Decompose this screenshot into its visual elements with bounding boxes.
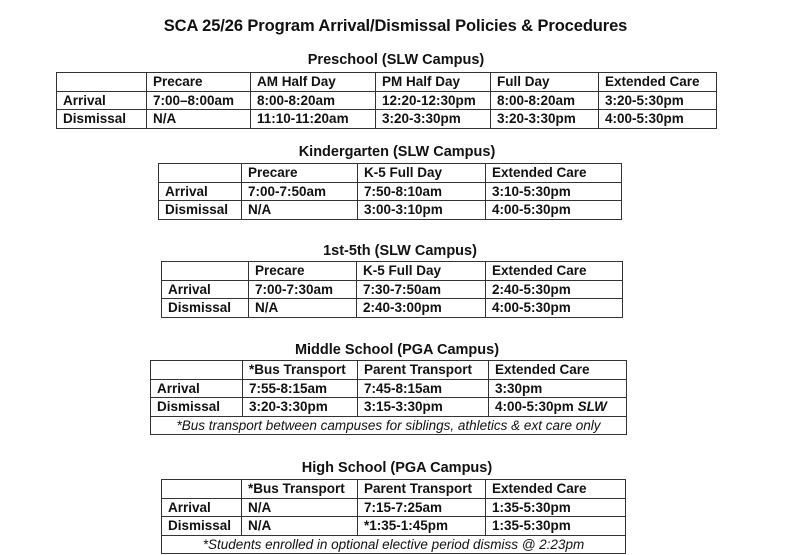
table-row bbox=[162, 299, 623, 318]
header-cell: AM Half Day bbox=[251, 73, 376, 92]
header-cell: PM Half Day bbox=[376, 73, 491, 92]
elementary-table bbox=[161, 261, 623, 318]
header-cell: Precare bbox=[249, 262, 357, 281]
table-header-row bbox=[162, 262, 623, 281]
table-cell: 7:00–8:00am bbox=[147, 91, 251, 110]
table-cell: 7:50-8:10am bbox=[358, 182, 486, 201]
table-cell: 1:35-5:30pm bbox=[486, 498, 626, 517]
table-cell: 3:15-3:30pm bbox=[358, 398, 489, 417]
header-cell: Full Day bbox=[491, 73, 599, 92]
table-cell: 3:30pm bbox=[489, 379, 627, 398]
table-cell bbox=[489, 398, 627, 417]
header-cell: Parent Transport bbox=[358, 361, 489, 380]
row-label: Dismissal bbox=[151, 398, 243, 417]
table-cell: 7:15-7:25am bbox=[358, 498, 486, 517]
header-cell: Precare bbox=[242, 164, 358, 183]
table-cell: 3:20-3:30pm bbox=[491, 110, 599, 129]
header-cell: Extended Care bbox=[599, 73, 717, 92]
table-row bbox=[159, 201, 622, 220]
table-cell: 3:10-5:30pm bbox=[486, 182, 622, 201]
table-row bbox=[162, 498, 626, 517]
table-row bbox=[57, 110, 717, 129]
campus-suffix: SLW bbox=[577, 399, 607, 415]
table-note: *Bus transport between campuses for siblings, athletics & ext care only bbox=[151, 416, 627, 435]
table-header-row bbox=[151, 361, 627, 380]
table-header-row bbox=[162, 480, 626, 499]
row-label: Dismissal bbox=[57, 110, 147, 129]
row-label: Dismissal bbox=[162, 299, 249, 318]
table-row bbox=[151, 398, 627, 417]
table-cell: N/A bbox=[242, 517, 358, 536]
table-cell: N/A bbox=[242, 201, 358, 220]
table-row bbox=[162, 280, 623, 299]
table-cell: N/A bbox=[147, 110, 251, 129]
row-label: Dismissal bbox=[162, 517, 242, 536]
header-cell bbox=[162, 480, 242, 499]
table-cell: 7:45-8:15am bbox=[358, 379, 489, 398]
table-cell: 4:00-5:30pm bbox=[599, 110, 717, 129]
table-cell: 4:00-5:30pm bbox=[486, 299, 623, 318]
table-cell: 7:00-7:50am bbox=[242, 182, 358, 201]
high-school-table bbox=[161, 479, 626, 554]
header-cell bbox=[151, 361, 243, 380]
document-title: SCA 25/26 Program Arrival/Dismissal Policies & Procedures bbox=[163, 17, 628, 35]
table-row bbox=[159, 182, 622, 201]
header-cell: Extended Care bbox=[486, 262, 623, 281]
table-cell: 3:00-3:10pm bbox=[358, 201, 486, 220]
table-note-row bbox=[162, 535, 626, 554]
table-cell: 12:20-12:30pm bbox=[376, 91, 491, 110]
header-cell: *Bus Transport bbox=[243, 361, 358, 380]
table-cell: *1:35-1:45pm bbox=[358, 517, 486, 536]
header-cell: K-5 Full Day bbox=[357, 262, 486, 281]
high-school-heading: High School (PGA Campus) bbox=[301, 460, 493, 476]
table-cell: 3:20-3:30pm bbox=[376, 110, 491, 129]
extended-care-time: 4:00-5:30pm bbox=[495, 399, 574, 415]
table-cell: N/A bbox=[249, 299, 357, 318]
header-cell: Extended Care bbox=[489, 361, 627, 380]
elementary-heading: 1st-5th (SLW Campus) bbox=[323, 243, 477, 259]
header-cell: Parent Transport bbox=[358, 480, 486, 499]
table-header-row bbox=[57, 73, 717, 92]
row-label: Arrival bbox=[151, 379, 243, 398]
row-label: Arrival bbox=[57, 91, 147, 110]
row-label: Arrival bbox=[159, 182, 242, 201]
row-label: Dismissal bbox=[159, 201, 242, 220]
table-cell: 4:00-5:30pm bbox=[486, 201, 622, 220]
table-cell: 7:30-7:50am bbox=[357, 280, 486, 299]
table-cell: 3:20-3:30pm bbox=[243, 398, 358, 417]
table-row bbox=[57, 91, 717, 110]
header-cell: K-5 Full Day bbox=[358, 164, 486, 183]
table-cell: 8:00-8:20am bbox=[491, 91, 599, 110]
header-cell: Extended Care bbox=[486, 480, 626, 499]
table-row bbox=[151, 379, 627, 398]
table-cell: 8:00-8:20am bbox=[251, 91, 376, 110]
header-cell bbox=[159, 164, 242, 183]
table-cell: N/A bbox=[242, 498, 358, 517]
kindergarten-table bbox=[158, 163, 622, 220]
table-cell: 7:00-7:30am bbox=[249, 280, 357, 299]
row-label: Arrival bbox=[162, 498, 242, 517]
header-cell: Precare bbox=[147, 73, 251, 92]
header-cell bbox=[162, 262, 249, 281]
kindergarten-heading: Kindergarten (SLW Campus) bbox=[298, 144, 496, 160]
table-cell: 7:55-8:15am bbox=[243, 379, 358, 398]
table-cell: 2:40-3:00pm bbox=[357, 299, 486, 318]
table-note-row bbox=[151, 416, 627, 435]
row-label: Arrival bbox=[162, 280, 249, 299]
header-cell bbox=[57, 73, 147, 92]
middle-school-heading: Middle School (PGA Campus) bbox=[294, 342, 500, 358]
preschool-heading: Preschool (SLW Campus) bbox=[307, 52, 485, 68]
table-cell: 3:20-5:30pm bbox=[599, 91, 717, 110]
header-cell: *Bus Transport bbox=[242, 480, 358, 499]
table-header-row bbox=[159, 164, 622, 183]
middle-school-table bbox=[150, 360, 627, 435]
table-cell: 2:40-5:30pm bbox=[486, 280, 623, 299]
table-cell: 11:10-11:20am bbox=[251, 110, 376, 129]
table-cell: 1:35-5:30pm bbox=[486, 517, 626, 536]
table-row bbox=[162, 517, 626, 536]
table-note: *Students enrolled in optional elective period dismiss @ 2:23pm bbox=[162, 535, 626, 554]
preschool-table bbox=[56, 72, 717, 129]
header-cell: Extended Care bbox=[486, 164, 622, 183]
